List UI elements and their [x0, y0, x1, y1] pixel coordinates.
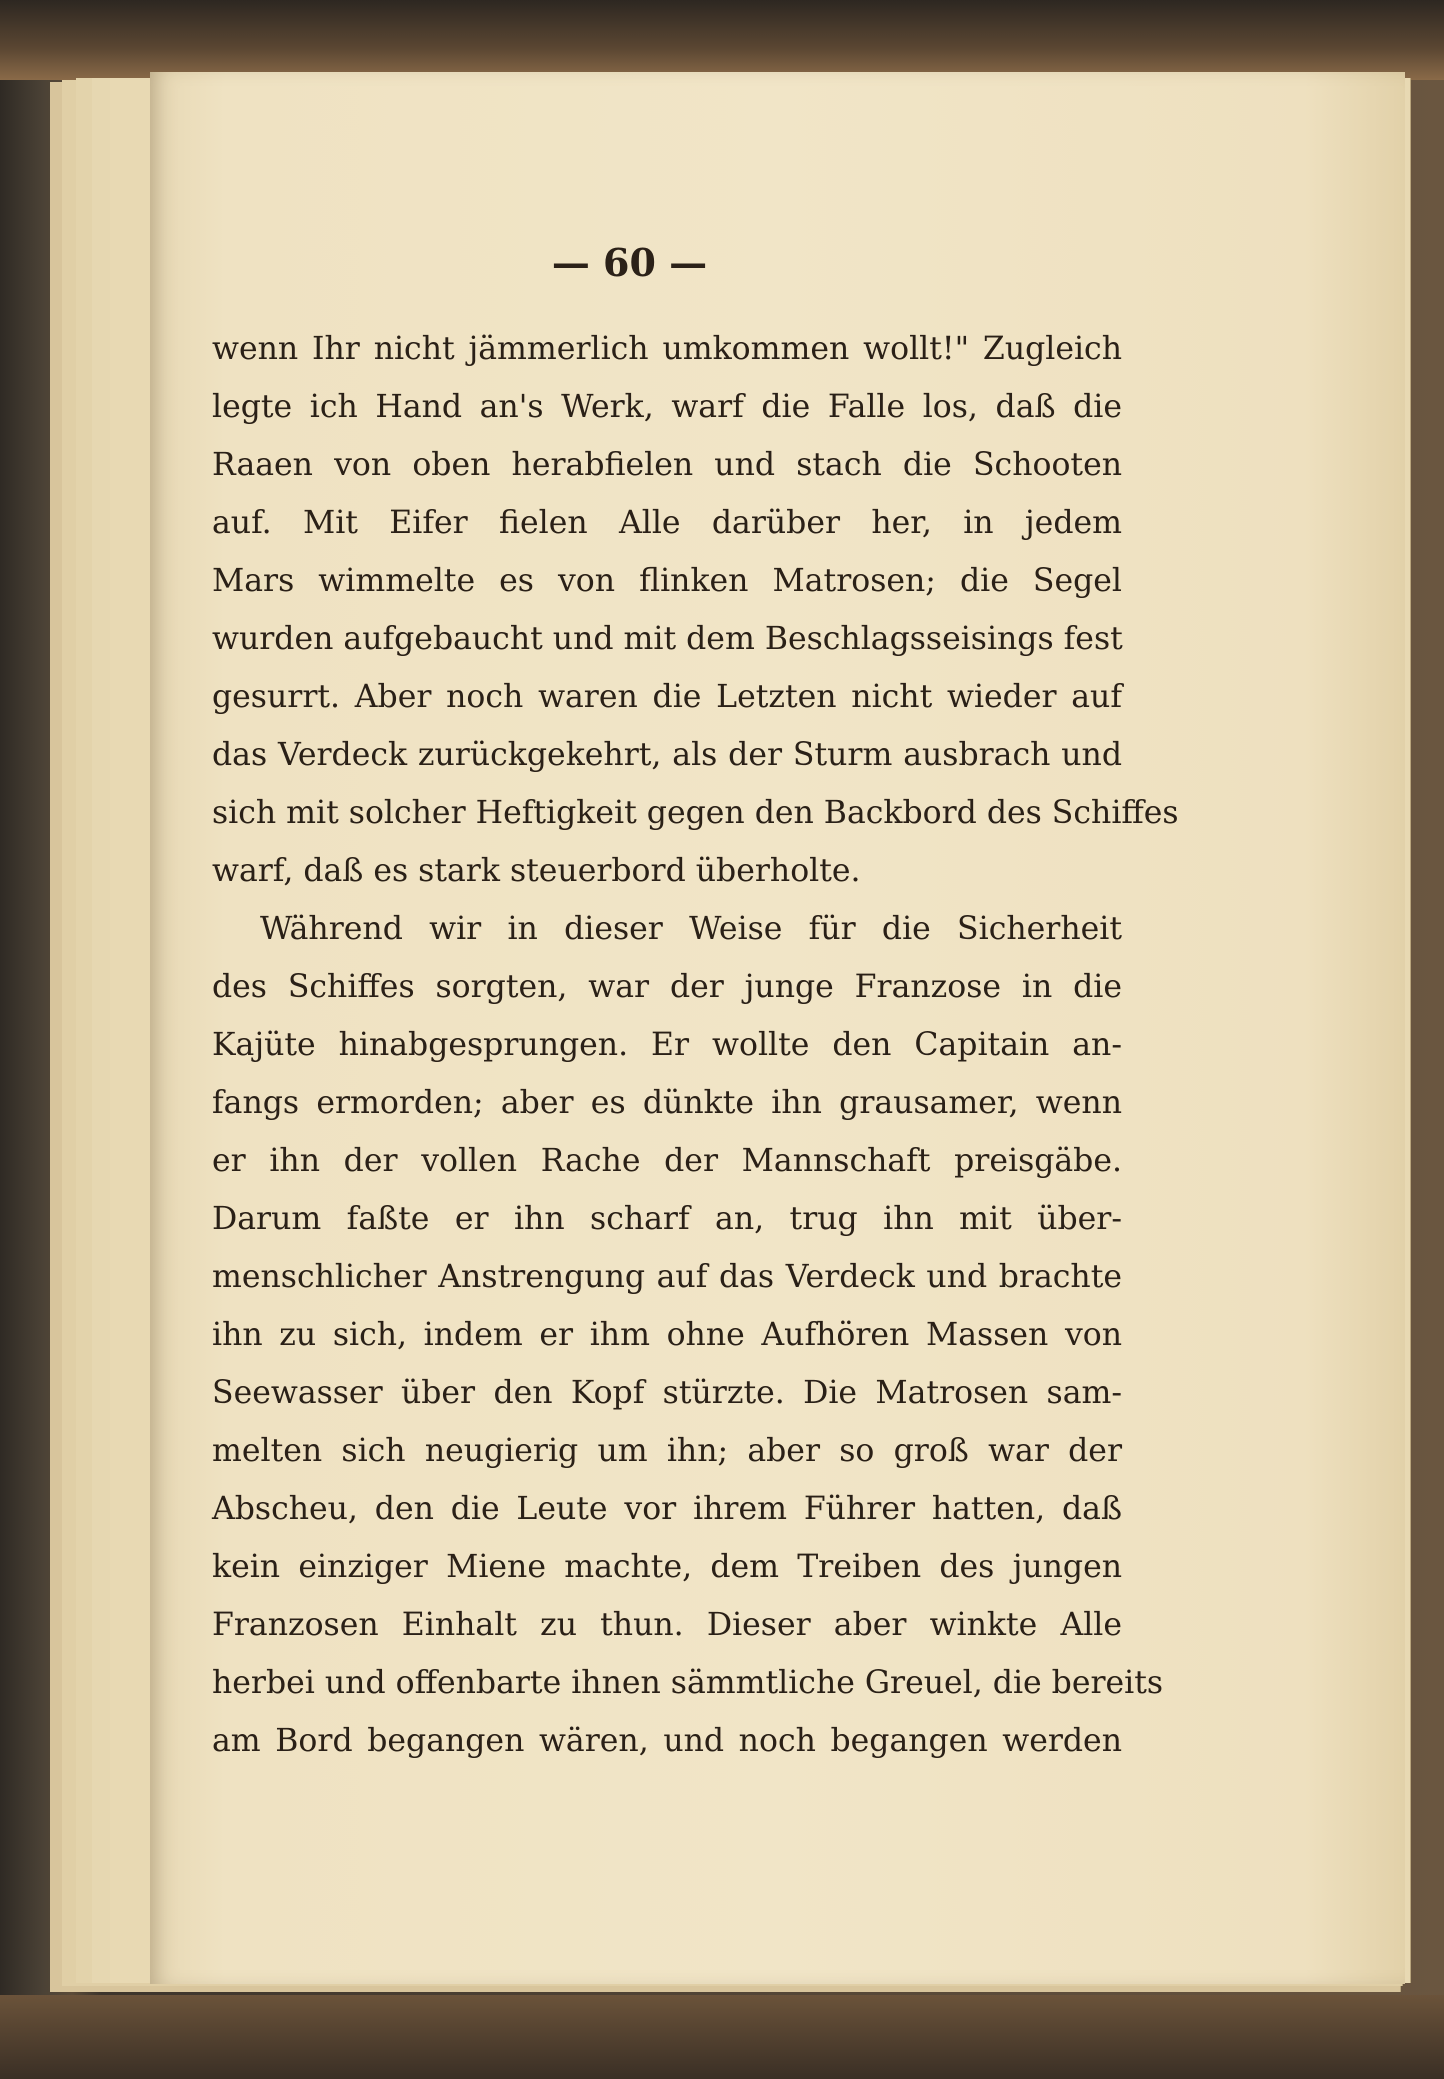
text-line: Mars wimmelte es von flinken Matrosen; die Segel	[212, 563, 1122, 599]
text-line: Seewasser über den Kopf stürzte. Die Matrosen sam-	[212, 1375, 1122, 1411]
text-line: auf. Mit Eifer fielen Alle darüber her, in jedem	[212, 505, 1122, 541]
text-line: Während wir in dieser Weise für die Sicherheit	[260, 911, 1122, 947]
text-line: ihn zu sich, indem er ihm ohne Aufhören Massen von	[212, 1317, 1122, 1353]
cover-top-edge	[0, 0, 1444, 80]
text-line: fangs ermorden; aber es dünkte ihn grausamer, wenn	[212, 1085, 1122, 1121]
text-line: Abscheu, den die Leute vor ihrem Führer hatten, daß	[212, 1491, 1122, 1527]
text-line: legte ich Hand an's Werk, warf die Falle los, daß die	[212, 389, 1122, 425]
text-line: wurden aufgebaucht und mit dem Beschlagsseisings fest	[212, 621, 1123, 657]
cover-bottom-edge	[0, 1995, 1444, 2079]
text-line: am Bord begangen wären, und noch begangen werden	[212, 1723, 1122, 1759]
text-line: kein einziger Miene machte, dem Treiben des jungen	[212, 1549, 1122, 1585]
page-text	[212, 320, 1179, 1770]
text-line: Raaen von oben herabfielen und stach die Schooten	[212, 447, 1122, 483]
text-line: herbei und offenbarte ihnen sämmtliche Greuel, die bereits	[212, 1665, 1164, 1701]
text-line: Kajüte hinabgesprungen. Er wollte den Capitain an-	[212, 1027, 1122, 1063]
text-line: das Verdeck zurückgekehrt, als der Sturm ausbrach und	[212, 737, 1122, 773]
text-line: gesurrt. Aber noch waren die Letzten nicht wieder auf	[212, 679, 1122, 715]
text-line: menschlicher Anstrengung auf das Verdeck und brachte	[212, 1259, 1122, 1295]
text-line: des Schiffes sorgten, war der junge Franzose in die	[212, 969, 1122, 1005]
text-line: wenn Ihr nicht jämmerlich umkommen wollt!" Zugleich	[212, 331, 1122, 367]
text-line: Darum faßte er ihn scharf an, trug ihn mit über-	[212, 1201, 1122, 1237]
text-line: Franzosen Einhalt zu thun. Dieser aber winkte Alle	[212, 1607, 1122, 1643]
text-line: sich mit solcher Heftigkeit gegen den Backbord des Schiffes	[212, 795, 1179, 831]
page-number: — 60 —	[551, 240, 708, 285]
text-line: warf, daß es stark steuerbord überholte.	[212, 853, 861, 889]
text-line: er ihn der vollen Rache der Mannschaft preisgäbe.	[212, 1143, 1122, 1179]
text-line: melten sich neugierig um ihn; aber so groß war der	[212, 1433, 1122, 1469]
